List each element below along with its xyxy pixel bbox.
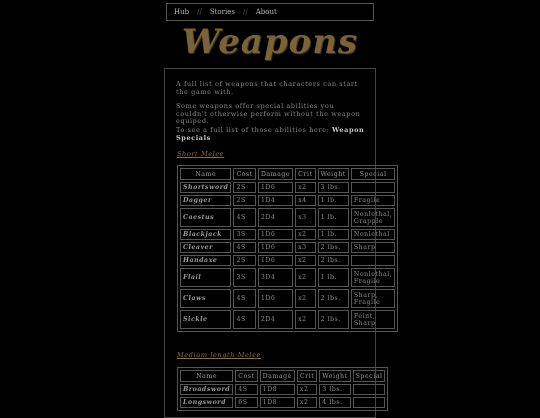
cell-damage: 1D6 [258,182,293,193]
cell-name: Cleaver [180,242,231,253]
cell-cost: 4S [233,310,255,329]
cell-weight: 2 lbs. [318,242,349,253]
cell-weight: 1 lb. [318,268,349,287]
column-header-special: Special [353,370,386,382]
cell-name: Blackjack [180,229,231,240]
cell-cost: 4S [233,289,255,308]
cell-special [351,182,395,193]
cell-cost: 3S [233,268,255,287]
intro-paragraph-3 [176,127,366,142]
cell-special: Fragile [351,195,395,206]
cell-damage: 3D4 [258,268,293,287]
cell-crit: x2 [295,255,315,266]
cell-cost: 4S [233,208,255,227]
intro-paragraph-2: Some weapons offer special abilities you couldn't otherwise perform without the weapon equiped. [176,102,361,125]
cell-crit: x2 [297,397,317,408]
cell-damage: 1D8 [260,397,295,408]
cell-weight: 1 lb. [318,195,349,206]
nav-stories[interactable]: Stories [209,8,235,16]
cell-cost: 2S [233,255,255,266]
nav-hub[interactable]: Hub [174,8,190,16]
short-melee-heading[interactable]: Short Melee [177,150,225,158]
cell-crit: x3 [295,242,315,253]
nav-separator: // [242,8,248,16]
cell-name: Longsword [180,397,233,408]
table-row [180,310,395,329]
cell-crit: x3 [295,208,315,227]
column-header-name: Name [180,370,233,382]
cell-weight: 2 lbs. [318,289,349,308]
table-row [180,242,395,253]
cell-name: Flail [180,268,231,287]
cell-crit: x4 [295,195,315,206]
table-row [180,182,395,193]
cell-damage: 1D6 [258,255,293,266]
cell-crit: x2 [295,310,315,329]
cell-special: Nonlethal, Grapple [351,208,395,227]
table-row [180,384,385,395]
cell-weight: 4 lbs. [319,397,350,408]
cell-damage: 2D4 [258,208,293,227]
nav-about[interactable]: About [255,8,277,16]
cell-damage: 1D6 [258,242,293,253]
column-header-weight: Weight [319,370,350,382]
cell-damage: 1D6 [258,229,293,240]
cell-special: Sharp [351,242,395,253]
table-row [180,208,395,227]
short-melee-table [177,165,398,332]
cell-special: Sharp, Fragile [351,289,395,308]
cell-name: Dagger [180,195,231,206]
cell-damage: 1D4 [258,195,293,206]
cell-name: Sickle [180,310,231,329]
table-row [180,289,395,308]
table-row [180,268,395,287]
cell-name: Shortsword [180,182,231,193]
page-title: Weapons [181,22,359,62]
cell-crit: x2 [295,289,315,308]
cell-damage: 1D8 [260,384,295,395]
table-header-row [180,370,385,382]
intro-text: To see a full list of those abilities here: [176,126,333,134]
cell-cost: 3S [233,229,255,240]
medium-melee-table [177,367,388,411]
cell-damage: 1D6 [258,289,293,308]
cell-name: Caestus [180,208,231,227]
column-header-special: Special [351,168,395,180]
cell-name: Broadsword [180,384,233,395]
cell-damage: 2D4 [258,310,293,329]
cell-name: Claws [180,289,231,308]
top-nav [166,3,374,21]
cell-weight: 3 lbs. [318,182,349,193]
cell-cost: 2S [233,195,255,206]
cell-special [351,255,395,266]
cell-name: Handaxe [180,255,231,266]
column-header-name: Name [180,168,231,180]
cell-cost: 4S [233,242,255,253]
column-header-damage: Damage [260,370,295,382]
cell-weight: 2 lbs. [318,255,349,266]
cell-weight: 3 lbs. [319,384,350,395]
table-row [180,255,395,266]
weapon-specials-link[interactable]: Weapon Specials [176,126,365,142]
cell-crit: x2 [295,268,315,287]
medium-melee-heading[interactable]: Medium length Melee [177,351,261,359]
cell-cost: 4S [235,384,257,395]
nav-separator: // [197,8,202,16]
column-header-crit: Crit [297,370,317,382]
cell-crit: x2 [295,229,315,240]
cell-crit: x2 [297,384,317,395]
column-header-weight: Weight [318,168,349,180]
table-row [180,397,385,408]
cell-special: Nonlethal, Fragile [351,268,395,287]
cell-cost: 2S [233,182,255,193]
cell-crit: x2 [295,182,315,193]
table-header-row [180,168,395,180]
column-header-cost: Cost [233,168,255,180]
column-header-crit: Crit [295,168,315,180]
cell-special: Feint, Sharp [351,310,395,329]
cell-special: Nonlethal [351,229,395,240]
cell-special [353,397,386,408]
cell-cost: 6S [235,397,257,408]
cell-special [353,384,386,395]
table-row [180,195,395,206]
column-header-damage: Damage [258,168,293,180]
cell-weight: 1 lb. [318,208,349,227]
cell-weight: 2 lbs. [318,310,349,329]
cell-weight: 1 lb. [318,229,349,240]
intro-paragraph-1: A full list of weapons that characters can start the game with. [176,80,358,96]
column-header-cost: Cost [235,370,257,382]
table-row [180,229,395,240]
